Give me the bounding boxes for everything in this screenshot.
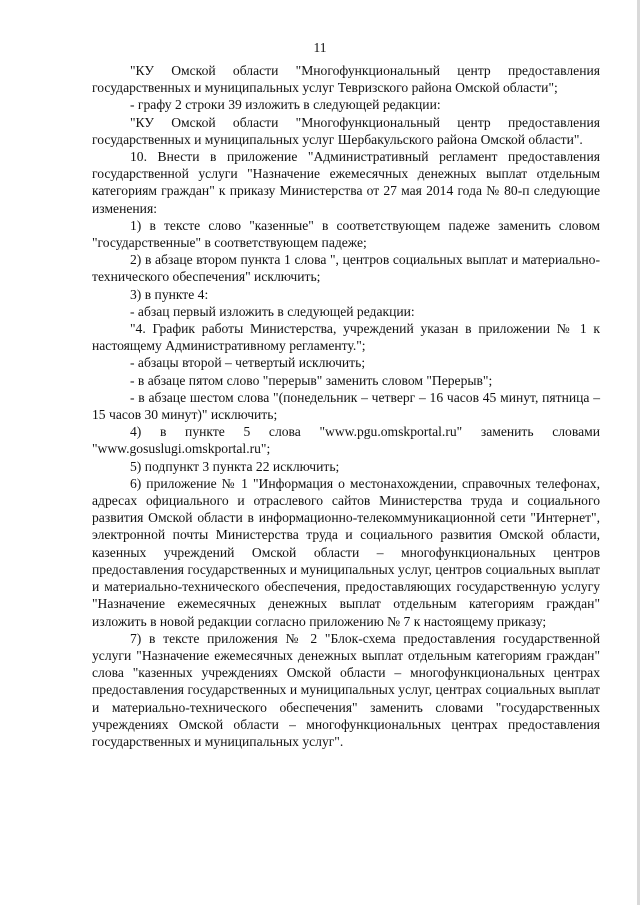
paragraph-column-2-row-39: - графу 2 строки 39 изложить в следующей редакции: xyxy=(130,97,441,113)
paragraph-item-10: 10. Внести в приложение "Административный регламент предоставления государственной услуги "Назначение ежемесячных денежных выплат отдельным категориям граждан" к приказу Министерства от 27 мая 2014 года № 80-п следующие изменения: xyxy=(92,149,600,216)
paragraph-sherbakul-center: "КУ Омской области "Многофункциональный центр предоставления государственных и муниципальных услуг Шербакульского района Омской области". xyxy=(92,114,600,147)
paragraph-subitem-7: 7) в тексте приложения № 2 "Блок-схема предоставления государственной услуги "Назначение ежемесячных денежных выплат отдельным категориям граждан" слова "казенных учреждениях Омской области – многофункциональных центрах предоставления государственных и муниципальных услуг, центрах социальных выплат и материально-технического обеспечения" заменить словами "государственных учреждениях Омской области – многофункциональных центрах предоставления государственных и муниципальных услуг". xyxy=(92,630,600,749)
paragraph-first-abzats: - абзац первый изложить в следующей редакции: xyxy=(130,303,415,319)
document-body xyxy=(92,62,600,750)
paragraph-subitem-3: 3) в пункте 4: xyxy=(130,286,209,302)
paragraph-abzats-6: - в абзаце шестом слова "(понедельник – четверг – 16 часов 45 минут, пятница – 15 часов 30 минут)" исключить; xyxy=(92,389,600,423)
paragraph-subitem-6: 6) приложение № 1 "Информация о местонахождении, справочных телефонах, адресах официального и отраслевого сайтов Министерства труда и социального развития Омской области в информационно-телекоммуникационной сети "Интернет", электронной почты Министерства труда и социального развития Омской области, казенных учреждений Омской области – многофункциональных центров предоставления государственных и муниципальных услуг, центров социальных выплат и материально-технического обеспечения, предоставляющих государственную услугу "Назначение ежемесячных денежных выплат отдельным категориям граждан" изложить в новой редакции согласно приложению № 7 к настоящему приказу; xyxy=(92,475,600,629)
paragraph-abzats-5: - в абзаце пятом слово "перерыв" заменить словом "Перерыв"; xyxy=(130,372,493,388)
paragraph-subitem-1: 1) в тексте слово "казенные" в соответствующем падеже заменить словом "государственные" в соответствующем падеже; xyxy=(92,217,600,251)
paragraph-tevriz-center: "КУ Омской области "Многофункциональный центр предоставления государственных и муниципальных услуг Тевризского района Омской области"; xyxy=(92,63,600,96)
page-number: 11 xyxy=(313,40,327,55)
paragraph-subitem-2: 2) в абзаце втором пункта 1 слова ", центров социальных выплат и материально-технического обеспечения" исключить; xyxy=(92,252,600,285)
paragraph-subitem-5: 5) подпункт 3 пункта 22 исключить; xyxy=(130,458,340,474)
paragraph-schedule-text: "4. График работы Министерства, учреждений указан в приложении № 1 к настоящему Административному регламенту."; xyxy=(92,321,600,354)
paragraph-subitem-4: 4) в пункте 5 слова "www.pgu.omskportal.ru" заменить словами "www.gosuslugi.omskportal.ru"; xyxy=(92,424,600,457)
paragraph-abzats-2-4: - абзацы второй – четвертый исключить; xyxy=(130,355,366,371)
